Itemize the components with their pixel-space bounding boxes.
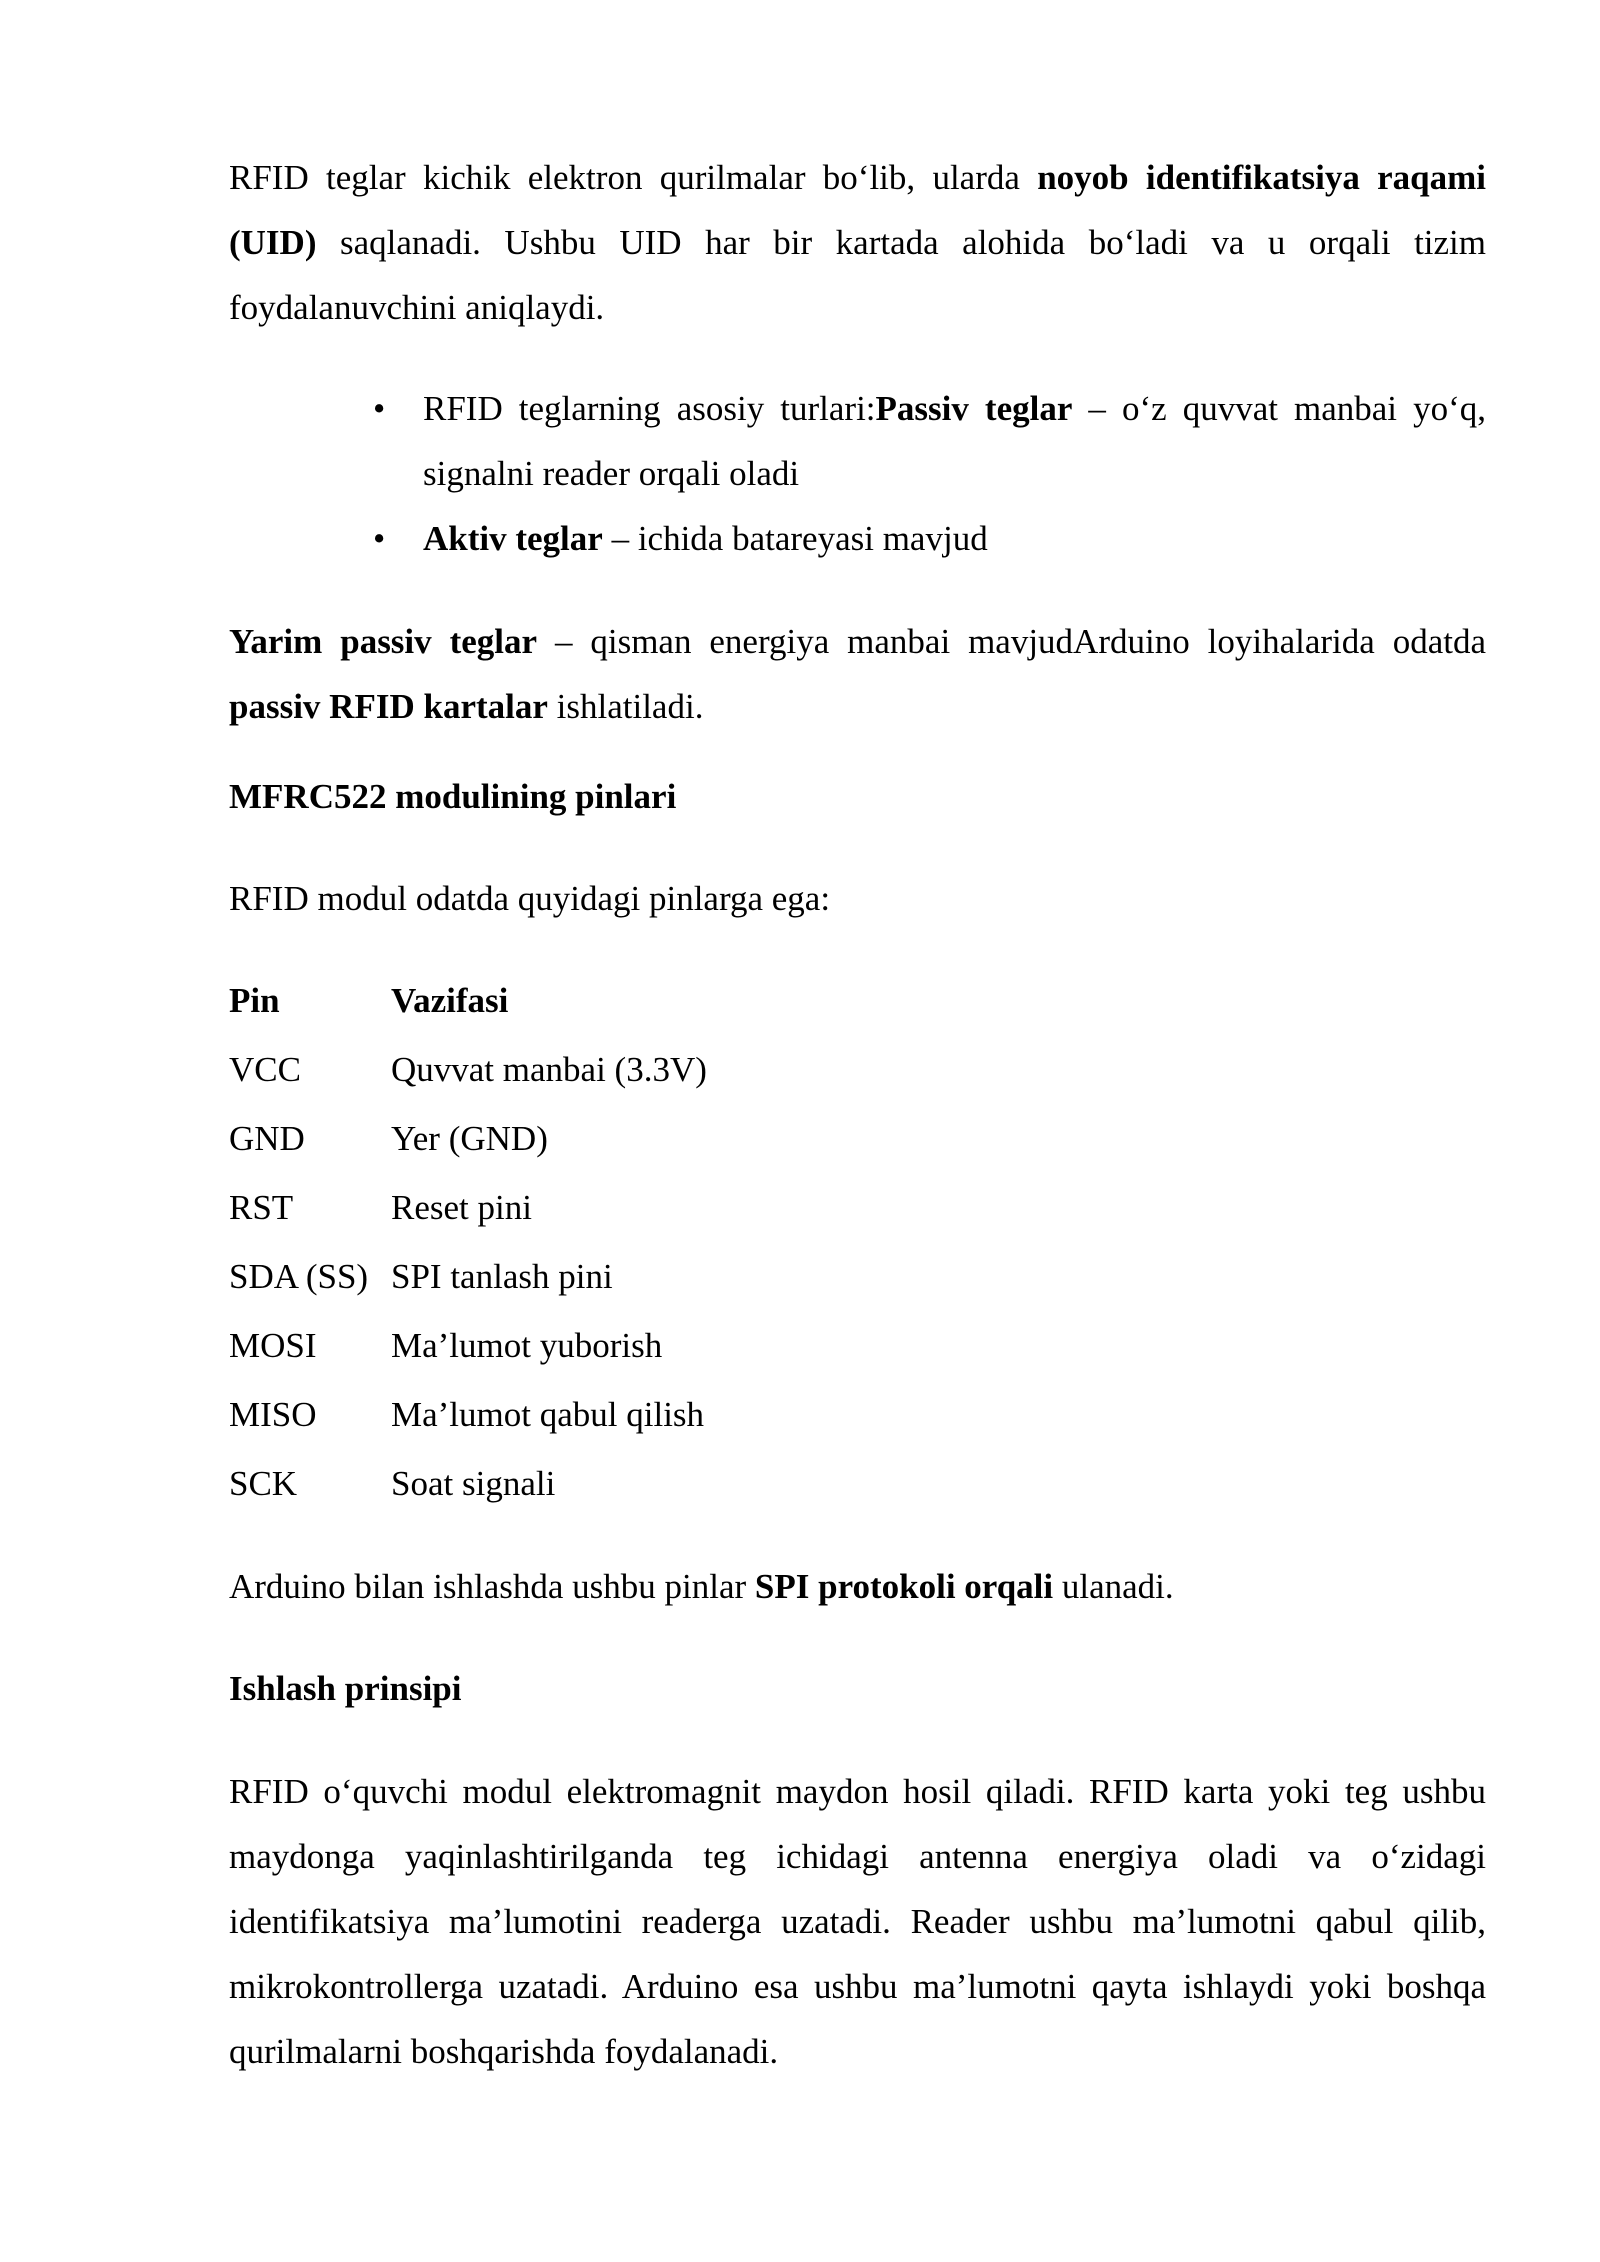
intro-paragraph [229,145,1486,340]
bullet1-text-1: RFID teglarning asosiy turlari: [423,389,876,428]
pin-function: Yer (GND) [391,1119,548,1158]
intro-text-1: RFID teglar kichik elektron qurilmalar bo‘lib, ularda [229,158,1038,197]
bullet2-bold: Aktiv teglar [423,519,603,558]
table-row [229,1395,707,1464]
bullet1-bold: Passiv teglar [875,389,1073,428]
pins-intro: RFID modul odatda quyidagi pinlarga ega: [229,879,831,918]
table-header-row [229,981,707,1050]
spi-text-1: Arduino bilan ishlashda ushbu pinlar [229,1567,755,1606]
pin-name: SCK [229,1464,298,1503]
column-header-pin: Pin [229,981,280,1020]
bullet1-text-2: – o‘z quvvat manbai yo‘q, signalni reader orqali oladi [423,389,1486,493]
table-row [229,1257,707,1326]
pin-table [229,981,707,1533]
pin-name: MOSI [229,1326,317,1365]
pin-name: SDA (SS) [229,1257,369,1296]
intro-text-2: saqlanadi. Ushbu UID har bir kartada alohida bo‘ladi va u orqali tizim foydalanuvchini aniqlaydi. [229,223,1486,327]
bullet-icon: • [373,519,386,558]
table-row [229,1326,707,1395]
pin-function: SPI tanlash pini [391,1257,613,1296]
tag-types-list [229,376,1486,571]
spi-paragraph [229,1567,1486,1607]
semi-passive-bold: Yarim passiv teglar [229,622,538,661]
table-row [229,1050,707,1119]
bullet2-text: – ichida batareyasi mavjud [602,519,988,558]
semi-passive-text-2: ishlatiladi. [547,687,704,726]
intro-bold-uid: noyob identifikatsiya raqami (UID) [229,158,1486,262]
spi-text-2: ulanadi. [1053,1567,1174,1606]
spi-bold: SPI protokoli orqali [754,1567,1054,1606]
pin-function: Quvvat manbai (3.3V) [391,1050,707,1089]
table-row [229,1464,707,1533]
passive-cards-bold: passiv RFID kartalar [229,687,548,726]
list-item [373,506,1486,571]
bullet-icon: • [373,389,386,428]
pin-function: Soat signali [391,1464,556,1503]
list-item [373,376,1486,506]
column-header-function: Vazifasi [391,981,509,1020]
semi-passive-paragraph [229,609,1486,739]
pin-name: RST [229,1188,294,1227]
pin-function: Ma’lumot yuborish [391,1326,663,1365]
table-row [229,1188,707,1257]
pin-name: VCC [229,1050,301,1089]
pin-function: Reset pini [391,1188,532,1227]
semi-passive-text-1: – qisman energiya manbai mavjudArduino loyihalarida odatda [537,622,1486,661]
pins-heading: MFRC522 modulining pinlari [229,777,677,816]
pin-function: Ma’lumot qabul qilish [391,1395,705,1434]
pin-name: MISO [229,1395,317,1434]
table-row [229,1119,707,1188]
pin-name: GND [229,1119,305,1158]
principle-heading: Ishlash prinsipi [229,1669,462,1708]
document-page [229,145,1486,2084]
principle-paragraph: RFID o‘quvchi modul elektromagnit maydon hosil qiladi. RFID karta yoki teg ushbu maydonga yaqinlashtirilganda teg ichidagi antenna energiya oladi va o‘zidagi identifikatsiya ma’lumotini readerga uzatadi. Reader ushbu ma’lumotni qabul qilib, mikrokontrollerga uzatadi. Arduino esa ushbu ma’lumotni qayta ishlaydi yoki boshqa qurilmalarni boshqarishda foydalanadi. [229,1772,1486,2071]
